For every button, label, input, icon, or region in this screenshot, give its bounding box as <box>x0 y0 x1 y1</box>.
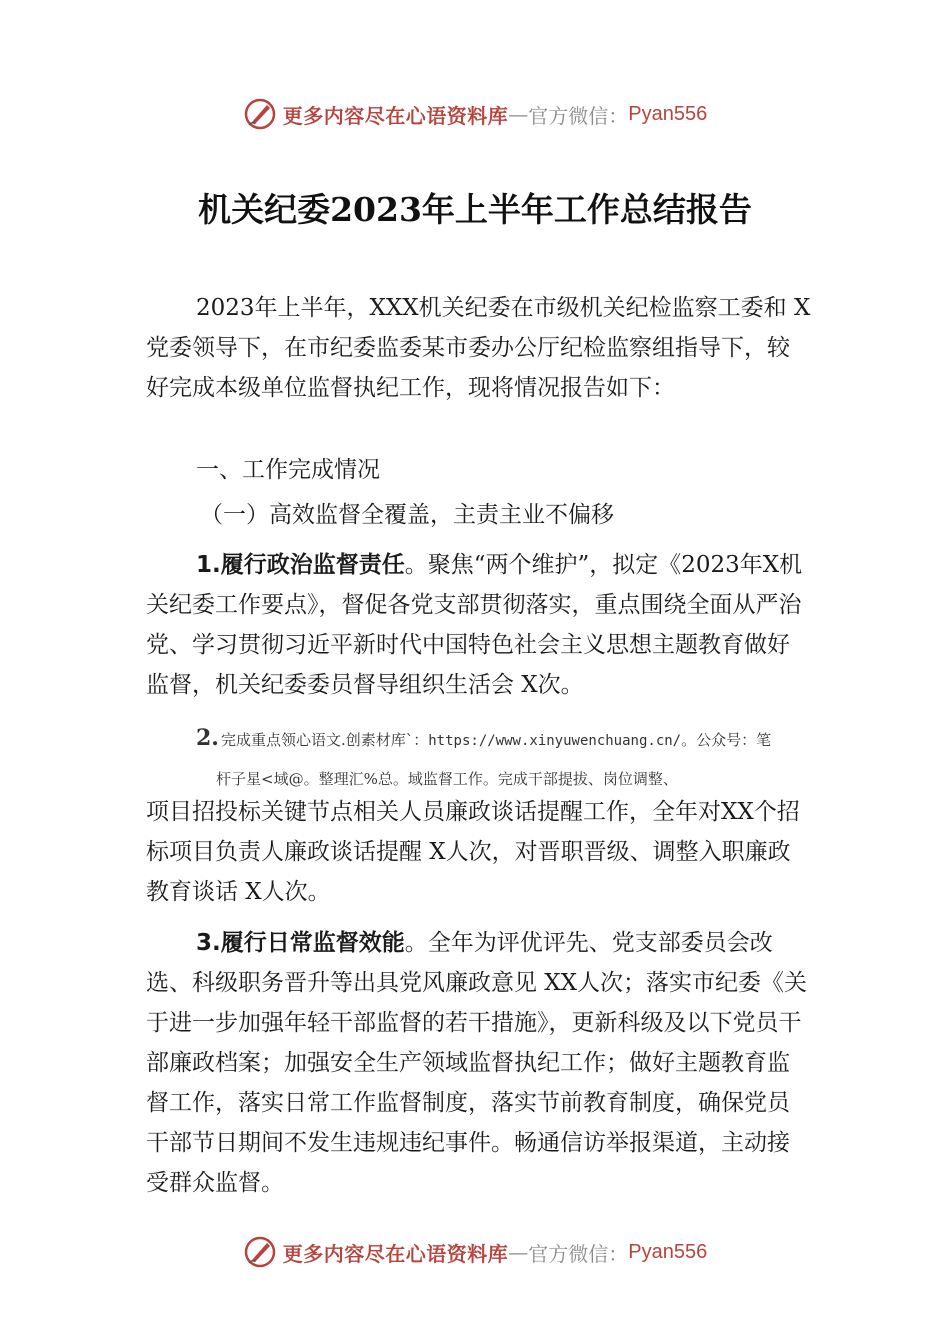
subsection-heading-1-1: （一）高效监督全覆盖，主责主业不偏移 <box>200 502 614 528</box>
item-2-line-1 <box>196 725 771 751</box>
item-3-lead: 3.履行日常监督效能 <box>196 930 405 956</box>
intro-paragraph: 2023年上半年，XXX机关纪委在市级机关纪检监察工委和 X党委领导下，在市纪委监委某市委办公厅纪检监察组指导下，较好完成本级单位监督执纪工作，现将情况报告如下： <box>146 295 811 401</box>
item-2-url: https://www.xinyuwenchuang.cn/ <box>428 733 682 749</box>
item-2-paragraph: 项目招投标关键节点相关人员廉政谈话提醒工作，全年对XX个招标项目负责人廉政谈话提醒 X人次，对晋职晋级、调整入职廉政教育谈话 X人次。 <box>146 799 800 905</box>
item-1-lead: 1.履行政治监督责任 <box>196 552 405 578</box>
item-1-text: 。聚焦“两个维护”，拟定《2023年X机关纪委工作要点》，督促各党支部贯彻落实，重点围绕全面从严治党、学习贯彻习近平新时代中国特色社会主义思想主题教育做好监督，机关纪委委员督导组织生活会 X次。 <box>146 552 803 698</box>
pen-quill-logo-icon <box>243 1235 277 1269</box>
footer-watermark <box>0 1232 950 1272</box>
watermark-wechat-id: Pyan556 <box>628 102 708 125</box>
watermark-title: 更多内容尽在心语资料库 <box>282 103 509 128</box>
item-2-line-1-a: 完成重点领心语文.创素材库`： <box>220 731 429 749</box>
section-heading-1: 一、工作完成情况 <box>196 457 380 483</box>
document-title: 机关纪委2023年上半年工作总结报告 <box>198 190 752 229</box>
header-watermark <box>0 94 950 134</box>
item-2-number: 2. <box>196 725 219 751</box>
footer-watermark-separator: — <box>508 1240 529 1264</box>
item-1-paragraph <box>146 545 811 705</box>
item-3-text: 。全年为评优评先、党支部委员会改选、科级职务晋升等出具党风廉政意见 XX人次；落实市纪委《关于进一步加强年轻干部监督的若干措施》，更新科级及以下党员干部廉政档案；加强安全生产领域监督执纪工作；做好主题教育监督工作，落实日常工作监督制度，落实节前教育制度，确保党员干部节日期间不发生违规违纪事件。畅通信访举报渠道，主动接受群众监督。 <box>146 930 808 1196</box>
footer-watermark-wechat-id: Pyan556 <box>628 1240 708 1263</box>
footer-watermark-title: 更多内容尽在心语资料库 <box>282 1241 509 1266</box>
item-2-line-2: 杆子星<域@。整理汇%总。域监督工作。完成干部提拔、岗位调整、 <box>216 770 678 788</box>
item-2-line-1-b: 。公众号：笔 <box>681 731 772 749</box>
footer-watermark-label: 官方微信： <box>528 1241 629 1266</box>
watermark-separator: — <box>508 102 529 126</box>
watermark-label: 官方微信： <box>528 103 629 128</box>
item-3-paragraph <box>146 923 811 1203</box>
pen-quill-logo-icon <box>243 97 277 131</box>
